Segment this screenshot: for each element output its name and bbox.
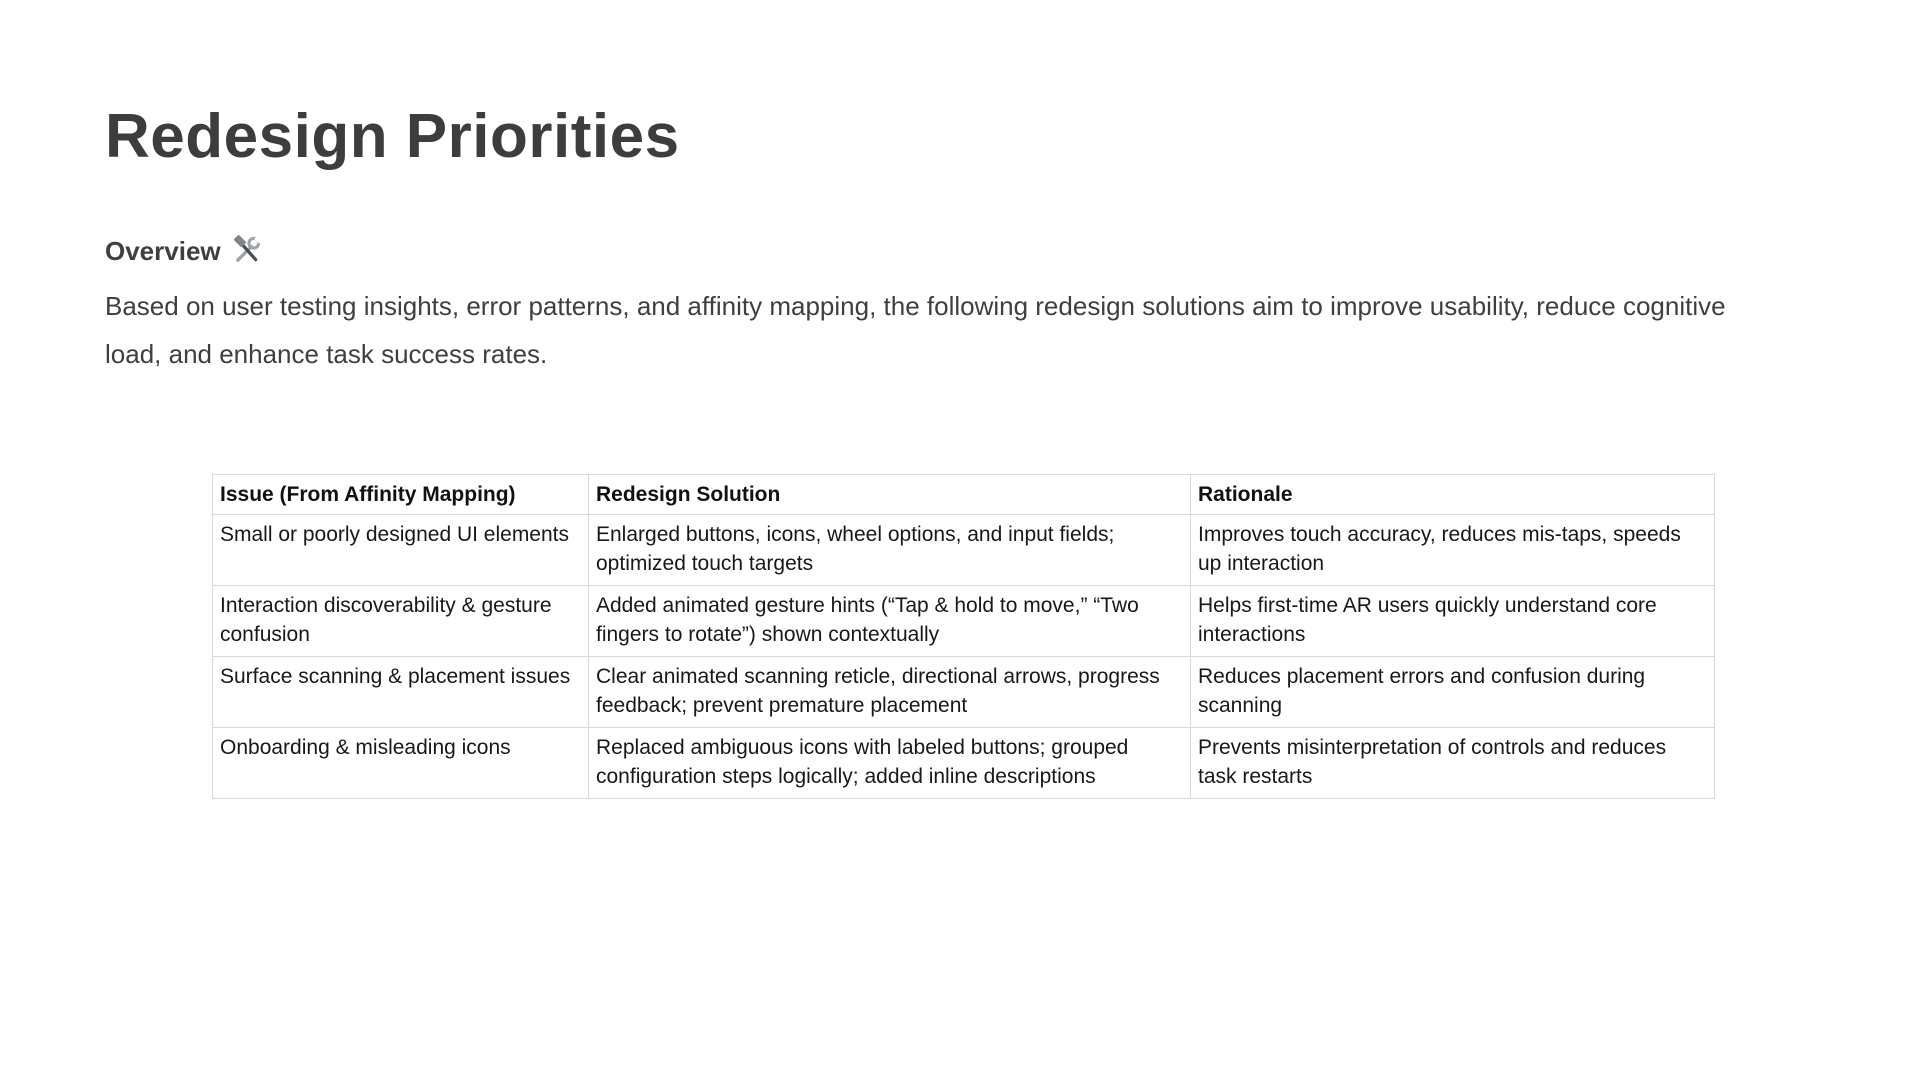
col-header-rationale: Rationale	[1191, 475, 1715, 515]
table-row	[213, 586, 1715, 657]
redesign-table-container	[212, 474, 1920, 799]
cell-solution: Added animated gesture hints (“Tap & hold to move,” “Two fingers to rotate”) shown contextually	[589, 586, 1191, 657]
overview-heading	[105, 234, 1920, 268]
table-row	[213, 728, 1715, 799]
table-row	[213, 515, 1715, 586]
cell-issue: Small or poorly designed UI elements	[213, 515, 589, 586]
cell-rationale: Reduces placement errors and confusion during scanning	[1191, 657, 1715, 728]
cell-rationale: Helps first-time AR users quickly understand core interactions	[1191, 586, 1715, 657]
cell-issue: Surface scanning & placement issues	[213, 657, 589, 728]
cell-solution: Enlarged buttons, icons, wheel options, and input fields; optimized touch targets	[589, 515, 1191, 586]
overview-paragraph: Based on user testing insights, error patterns, and affinity mapping, the following redesign solutions aim to improve usability, reduce cognitive load, and enhance task success rates.	[105, 291, 1726, 369]
cell-solution: Replaced ambiguous icons with labeled buttons; grouped configuration steps logically; added inline descriptions	[589, 728, 1191, 799]
table-header-row	[213, 475, 1715, 515]
cell-issue: Interaction discoverability & gesture confusion	[213, 586, 589, 657]
cell-rationale: Improves touch accuracy, reduces mis-taps, speeds up interaction	[1191, 515, 1715, 586]
cell-issue: Onboarding & misleading icons	[213, 728, 589, 799]
col-header-solution: Redesign Solution	[589, 475, 1191, 515]
overview-heading-label: Overview	[105, 236, 221, 266]
cell-solution: Clear animated scanning reticle, directional arrows, progress feedback; prevent premature placement	[589, 657, 1191, 728]
table-row	[213, 657, 1715, 728]
col-header-issue: Issue (From Affinity Mapping)	[213, 475, 589, 515]
page-title: Redesign Priorities	[105, 102, 680, 171]
redesign-table	[212, 474, 1715, 799]
cell-rationale: Prevents misinterpretation of controls and reduces task restarts	[1191, 728, 1715, 799]
hammer-wrench-icon	[231, 235, 262, 266]
